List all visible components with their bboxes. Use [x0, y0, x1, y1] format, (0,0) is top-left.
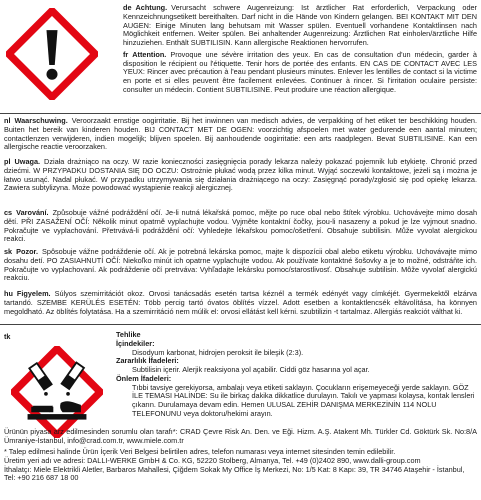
signal-word: Figyelem.	[16, 289, 51, 298]
warning-nl	[4, 117, 477, 152]
section-heading: İçindekiler:	[116, 338, 155, 348]
lang-code: sk	[4, 247, 13, 256]
warning-text: Veroorzaakt ernstige oogirritatie. Bij het inwinnen van medisch advies, de verpakking of het etiket ter beschikking houden. Buiten het bereik van kinderen houden. BIJ CONTACT MET DE OGEN: voorzichtig afspoelen met water gedurende een aantal minuten; contactlenzen verwijderen, indien mogelijk; blijven spoelen. Bij aanhoudende oogirritatie: een arts raadplegen. Bevat SUBTILISINE. Kan een allergische reactie veroorzaken.	[4, 116, 477, 152]
signal-word: Waarschuwing.	[14, 116, 68, 125]
footer-line: Üretim yeri adı ve adresi: DALLI-WERKE GmbH & Co. KG, 52220 Stolberg, Almanya, Tel. +49 (0)2402 890, www.dalli-group.com	[4, 455, 421, 465]
warning-de	[123, 4, 477, 48]
warning-text: Spôsobuje vážne podráždenie očí. Ak je potrebná lekárska pomoc, majte k dispozícii obal alebo etiketu výrobku. Uchovávajte mimo dosahu detí. PO ZASIAHNUTÍ OČÍ: Niekoľko minút ich opatrne vyplachujte vodou. Ak používate kontaktné šošovky a je to možné, odstráňte ich. Pokračujte vo vyplachovaní. Ak podráždenie očí pretrváva: Vyhľadajte lekársku pomoc/starostlivosť. Obsahuje subtilisin. Môže vyvolať alergickú reakciu.	[4, 247, 477, 283]
lang-code: fr	[123, 49, 129, 59]
warning-text: Działa drażniąco na oczy. W razie konieczności zasięgnięcia porady lekarza należy pokazać pojemnik lub etykietę. Chronić przed dziećmi. W PRZYPADKU DOSTANIA SIĘ DO OCZU: Ostrożnie płukać wodą przez kilka minut. Wyjąć soczewki kontaktowe, jeżeli są i można je łatwo usunąć. Nadal płukać. W przypadku utrzymywania się działania drażniącego na oczy: Zasięgnąć porady/zgłosić się pod opiekę lekarza. Zawiera subtylizyna. Może powodować wystąpienie reakcji alergicznej.	[4, 157, 477, 193]
lang-code: nl	[4, 116, 11, 125]
warning-text: Verursacht schwere Augenreizung: Ist ärztlicher Rat erforderlich, Verpackung oder Kennzeichnungsetikett bereithalten. Darf nicht in die Hände von Kindern gelangen. BEI KONTAKT MIT DEN AUGEN: Einige Minuten lang behutsam mit Wasser spülen. Eventuell vorhandene Kontaktlinsen nach Möglichkeit entfernen. Weiter spülen. Bei anhaltender Augenreizung: Ärztlichen Rat einholen/ärztliche Hilfe hinzuziehen. Enthält SUBTILISIN. Kann allergische Reaktionen hervorrufen.	[123, 3, 477, 47]
signal-word: Uwaga.	[14, 157, 41, 166]
section-heading: Önlem İfadeleri:	[116, 373, 172, 383]
warning-sk	[4, 248, 477, 283]
warning-text: Súlyos szemirritációt okoz. Orvosi tanácsadás esetén tartsa kéznél a termék edényét vagy címkéjét. Gyermekektől elzárva tartandó. SZEMBE KERÜLÉS ESETÉN: Több percig tartó óvatos öblítés vízzel. Adott esetben a kontaktlencsék eltávolítása, ha könnyen megoldható. Az öblítés folytatása. Ha a szemirritáció nem múlik el: orvosi ellátást kell kérni. szubtilizin -t tartalmaz. Allergiás reakciót válthat ki.	[4, 289, 477, 316]
lang-code: hu	[4, 289, 13, 298]
ghs-corrosion-icon	[11, 346, 103, 438]
turkish-block	[116, 331, 477, 419]
warning-cs	[4, 209, 477, 244]
warning-pl	[4, 158, 477, 193]
lang-code: tk	[4, 332, 11, 341]
responsible-party: Ürünün piyasa arz edilmesinden sorumlu olan tarafı*: CRAD Çevre Risk An. Den. ve Eği. Hizm. A.Ş. Atakent Mh. Türkler Cd. Göktürk Sk. No:8/A Ümraniye-İstanbul, info@crad.com.tr, www.miele.com.tr	[4, 427, 477, 445]
signal-word: Achtung.	[135, 3, 168, 12]
divider	[0, 324, 481, 325]
divider	[0, 113, 481, 114]
warning-text: Provoque une sévère irritation des yeux. En cas de consultation d'un médecin, garder à disposition le récipient ou l'étiquette. Tenir hors de portée des enfants. EN CAS DE CONTACT AVEC LES YEUX: Rincer avec précaution à l'eau pendant plusieurs minutes. Enlever les lentilles de contact si la victime en porte et si elles peuvent être facilement enlevées. Continuer à rincer. Si l'irritation oculaire persiste: consulter un médecin. Contient SUBTILISINE. Peut produire une réaction allergique.	[123, 49, 477, 94]
footer-line: İthalatçı: Miele Elektrikli Aletler, Barbaros Mahallesi, Çiğdem Sokak My Office İş Merkezi, No: 1/5 Kat: 8 Kapı: 39, TR 34746 Ataşehir - İstanbul, Tel: +90 216 687 18 00	[4, 464, 465, 483]
lang-code: pl	[4, 157, 11, 166]
warning-fr	[123, 51, 477, 95]
signal-word: Pozor.	[16, 247, 39, 256]
signal-word: Attention.	[132, 49, 167, 59]
warning-text: Způsobuje vážné podráždění očí. Je-li nutná lékařská pomoc, mějte po ruce obal nebo štítek výrobku. Uchovávejte mimo dosah dětí. PŘI ZASAŽENÍ OČÍ: Několik minut opatrně vyplachujte vodou. Vyjměte kontaktní čočky, jsou-li nasazeny a pokud je lze vyjmout snadno. Pokračujte ve vyplachování. Přetrvává-li podráždění očí: Vyhledejte lékařskou pomoc/ošetření. Obsahuje subtilisin. Může vyvolat alergickou reakci.	[4, 208, 477, 244]
signal-word: Tehlike	[116, 330, 141, 339]
signal-word: Varování.	[16, 208, 49, 217]
warning-hu	[4, 290, 477, 316]
ghs-exclamation-mark-icon	[6, 8, 98, 100]
section-body: Disodyum karbonat, hidrojen peroksit ile bileşik (2:3).	[132, 347, 304, 357]
footer-line: * Talep edilmesi halinde Ürün İçerik Veri Belgesi belirtilen adres, telefon numarası veya internet sitesinden temin edilebilir.	[4, 447, 396, 456]
lang-code: cs	[4, 208, 13, 217]
section-body: Tıbbi tavsiye gerekiyorsa, ambalajı veya etiketi saklayın. Çocukların erişemeyeceği yerde saklayın. GÖZ İLE TEMASI HALİNDE: Su ile birkaç dakika dikkatlice durulayın. Takılı ve yapması kolaysa, kontak lensleri çıkarın. Durulamaya devam edin. Hemen ULUSAL ZEHİR DANIŞMA MERKEZİNİN 114 NOLU TELEFONUNU veya doktoru/hekimi arayın.	[132, 382, 475, 418]
warning-block-top	[123, 4, 477, 98]
lang-code: de	[123, 3, 132, 12]
footer-info	[4, 448, 477, 483]
section-heading: Zararlılık İfadeleri:	[116, 356, 179, 366]
section-body: Subtilisin içerir. Alerjik reaksiyona yol açabilir. Ciddi göz hasarına yol açar.	[132, 365, 370, 374]
